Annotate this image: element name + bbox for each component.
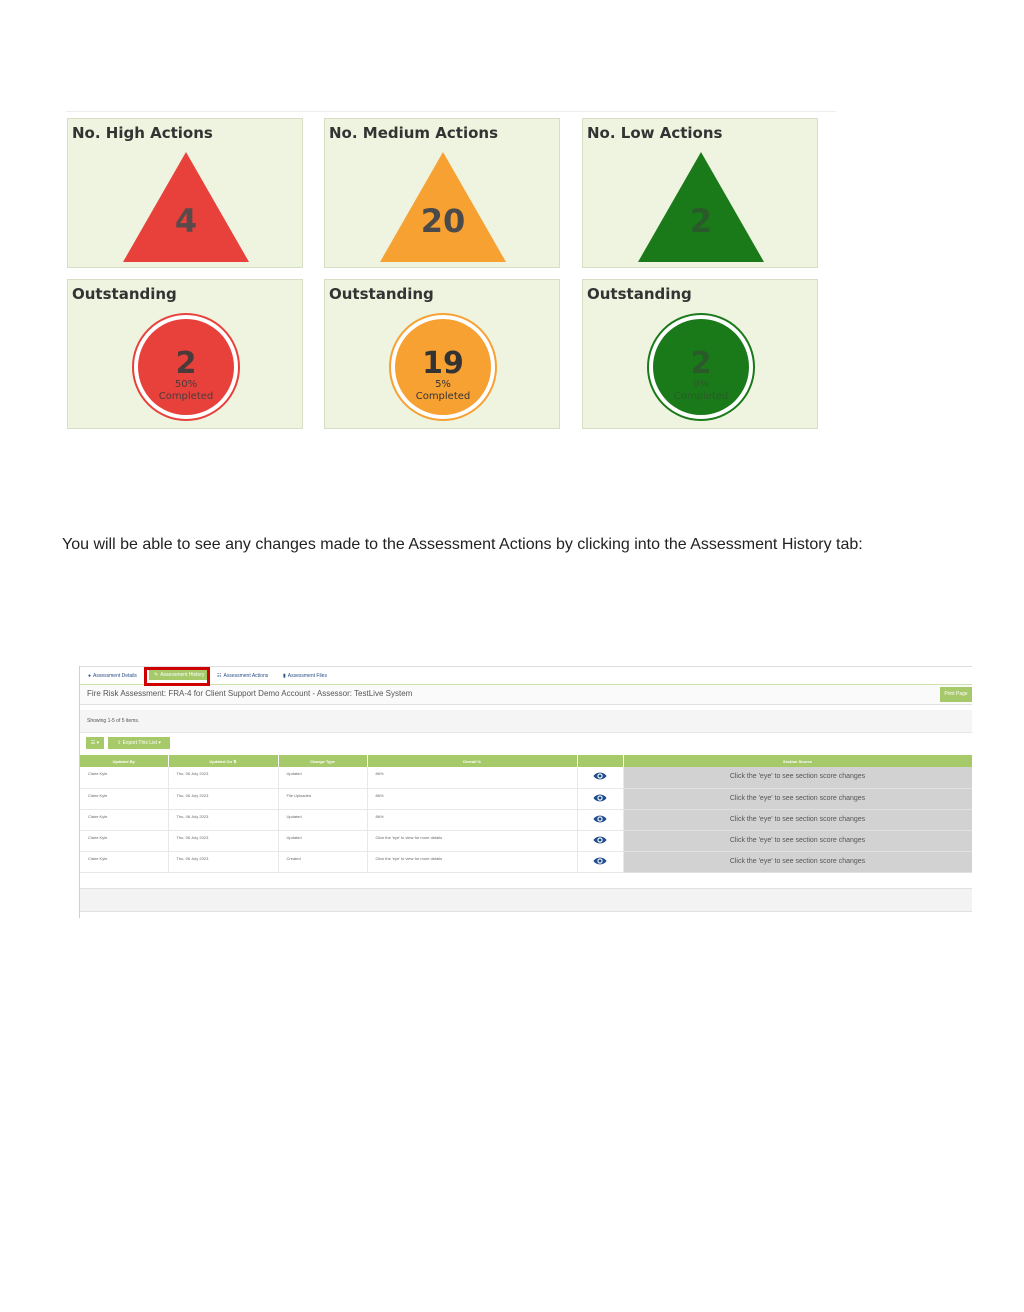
completed-percent: 5%	[435, 379, 451, 390]
section-scores-cell: Click the 'eye' to see section score changes	[623, 788, 972, 809]
print-page-button[interactable]: Print Page	[940, 687, 972, 702]
column-header	[577, 755, 623, 767]
card-title: Outstanding	[329, 285, 434, 303]
updated-on-cell: Thu, 06 July 2023	[168, 767, 278, 788]
eye-icon[interactable]	[593, 814, 607, 825]
table-footer	[80, 888, 972, 912]
tab-assessment-history[interactable]: ✎ Assessment History	[149, 670, 209, 680]
completed-label: Completed	[415, 391, 471, 402]
completed-label: Completed	[673, 391, 729, 402]
section-scores-cell: Click the 'eye' to see section score changes	[623, 830, 972, 851]
view-cell	[577, 830, 623, 851]
dashboard-divider	[66, 111, 836, 112]
pencil-icon: ✎	[154, 672, 159, 678]
table-row	[80, 830, 972, 851]
updated-by-cell: Claire Kyle	[80, 809, 168, 830]
column-header[interactable]: Updated By	[80, 755, 168, 767]
column-header[interactable]: Change Type	[278, 755, 367, 767]
overall-cell: 86%	[367, 809, 577, 830]
history-table	[80, 755, 972, 873]
overall-cell: 86%	[367, 788, 577, 809]
table-row	[80, 851, 972, 872]
eye-icon[interactable]	[593, 856, 607, 867]
section-scores-cell: Click the 'eye' to see section score changes	[623, 767, 972, 788]
card-title: No. Medium Actions	[329, 124, 499, 142]
view-cell	[577, 809, 623, 830]
column-header[interactable]: Section Scores	[623, 755, 972, 767]
eye-icon[interactable]	[593, 793, 607, 804]
change-type-cell: File Uploaded	[278, 788, 367, 809]
warning-triangle-icon	[638, 152, 764, 262]
updated-on-cell: Thu, 06 July 2023	[168, 788, 278, 809]
medium-actions-count: 20	[420, 202, 466, 240]
highlight-box	[144, 667, 210, 686]
completed-label: Completed	[158, 391, 214, 402]
medium-outstanding-card[interactable]	[324, 279, 560, 429]
outstanding-count: 2	[690, 346, 712, 381]
updated-by-cell: Claire Kyle	[80, 851, 168, 872]
low-actions-card[interactable]	[582, 118, 818, 268]
instruction-text: You will be able to see any changes made to the Assessment Actions by clicking into the Assessment History tab:	[62, 536, 863, 553]
circle-icon: ●	[88, 673, 92, 679]
progress-circle	[389, 313, 497, 421]
card-title: Outstanding	[587, 285, 692, 303]
section-scores-cell: Click the 'eye' to see section score changes	[623, 851, 972, 872]
updated-on-cell: Thu, 06 July 2023	[168, 809, 278, 830]
overall-cell: Click the 'eye' to view for more details	[367, 851, 577, 872]
column-header[interactable]: Updated On ⇅	[168, 755, 278, 767]
tab-assessment-files[interactable]: ▮ Assessment Files	[283, 673, 327, 679]
outstanding-count: 19	[422, 346, 464, 381]
table-row	[80, 788, 972, 809]
high-outstanding-card[interactable]	[67, 279, 303, 429]
view-cell	[577, 767, 623, 788]
completed-percent: 0%	[693, 379, 709, 390]
view-cell	[577, 851, 623, 872]
completed-percent: 50%	[174, 379, 198, 390]
medium-actions-card[interactable]	[324, 118, 560, 268]
summary-bar	[80, 710, 972, 733]
eye-icon[interactable]	[593, 835, 607, 846]
table-row	[80, 809, 972, 830]
assessment-title-bar	[80, 684, 972, 705]
updated-on-cell: Thu, 06 July 2023	[168, 851, 278, 872]
grid-menu-button[interactable]: ☰ ▾	[86, 737, 104, 749]
tab-assessment-details[interactable]: ● Assessment Details	[88, 673, 137, 679]
card-title: Outstanding	[72, 285, 177, 303]
overall-cell: Click the 'eye' to view for more details	[367, 830, 577, 851]
high-actions-count: 4	[174, 202, 198, 240]
view-cell	[577, 788, 623, 809]
updated-by-cell: Claire Kyle	[80, 788, 168, 809]
low-actions-count: 2	[689, 202, 713, 240]
card-title: No. Low Actions	[587, 124, 723, 142]
warning-triangle-icon	[380, 152, 506, 262]
column-header[interactable]: Overall %	[367, 755, 577, 767]
high-actions-card[interactable]	[67, 118, 303, 268]
export-list-button[interactable]: ⇪ Export This List ▾	[108, 737, 170, 749]
updated-by-cell: Claire Kyle	[80, 830, 168, 851]
table-header-row	[80, 755, 972, 767]
file-icon: ▮	[283, 673, 286, 679]
eye-icon[interactable]	[593, 771, 607, 782]
outstanding-count: 2	[175, 346, 197, 381]
tab-assessment-actions[interactable]: ☷ Assessment Actions	[217, 673, 269, 679]
assessment-history-screenshot	[79, 666, 972, 918]
progress-circle	[647, 313, 755, 421]
showing-count: Showing 1-5 of 5 items.	[87, 718, 140, 724]
list-icon: ☷	[217, 673, 222, 679]
updated-on-cell: Thu, 06 July 2023	[168, 830, 278, 851]
card-title: No. High Actions	[72, 124, 213, 142]
progress-circle	[132, 313, 240, 421]
low-outstanding-card[interactable]	[582, 279, 818, 429]
warning-triangle-icon	[123, 152, 249, 262]
overall-cell: 86%	[367, 767, 577, 788]
change-type-cell: Updated	[278, 830, 367, 851]
change-type-cell: Updated	[278, 809, 367, 830]
section-scores-cell: Click the 'eye' to see section score changes	[623, 809, 972, 830]
table-row	[80, 767, 972, 788]
change-type-cell: Updated	[278, 767, 367, 788]
tab-bar	[80, 666, 972, 685]
change-type-cell: Created	[278, 851, 367, 872]
updated-by-cell: Claire Kyle	[80, 767, 168, 788]
assessment-title: Fire Risk Assessment: FRA-4 for Client Support Demo Account - Assessor: TestLive System	[87, 689, 413, 698]
